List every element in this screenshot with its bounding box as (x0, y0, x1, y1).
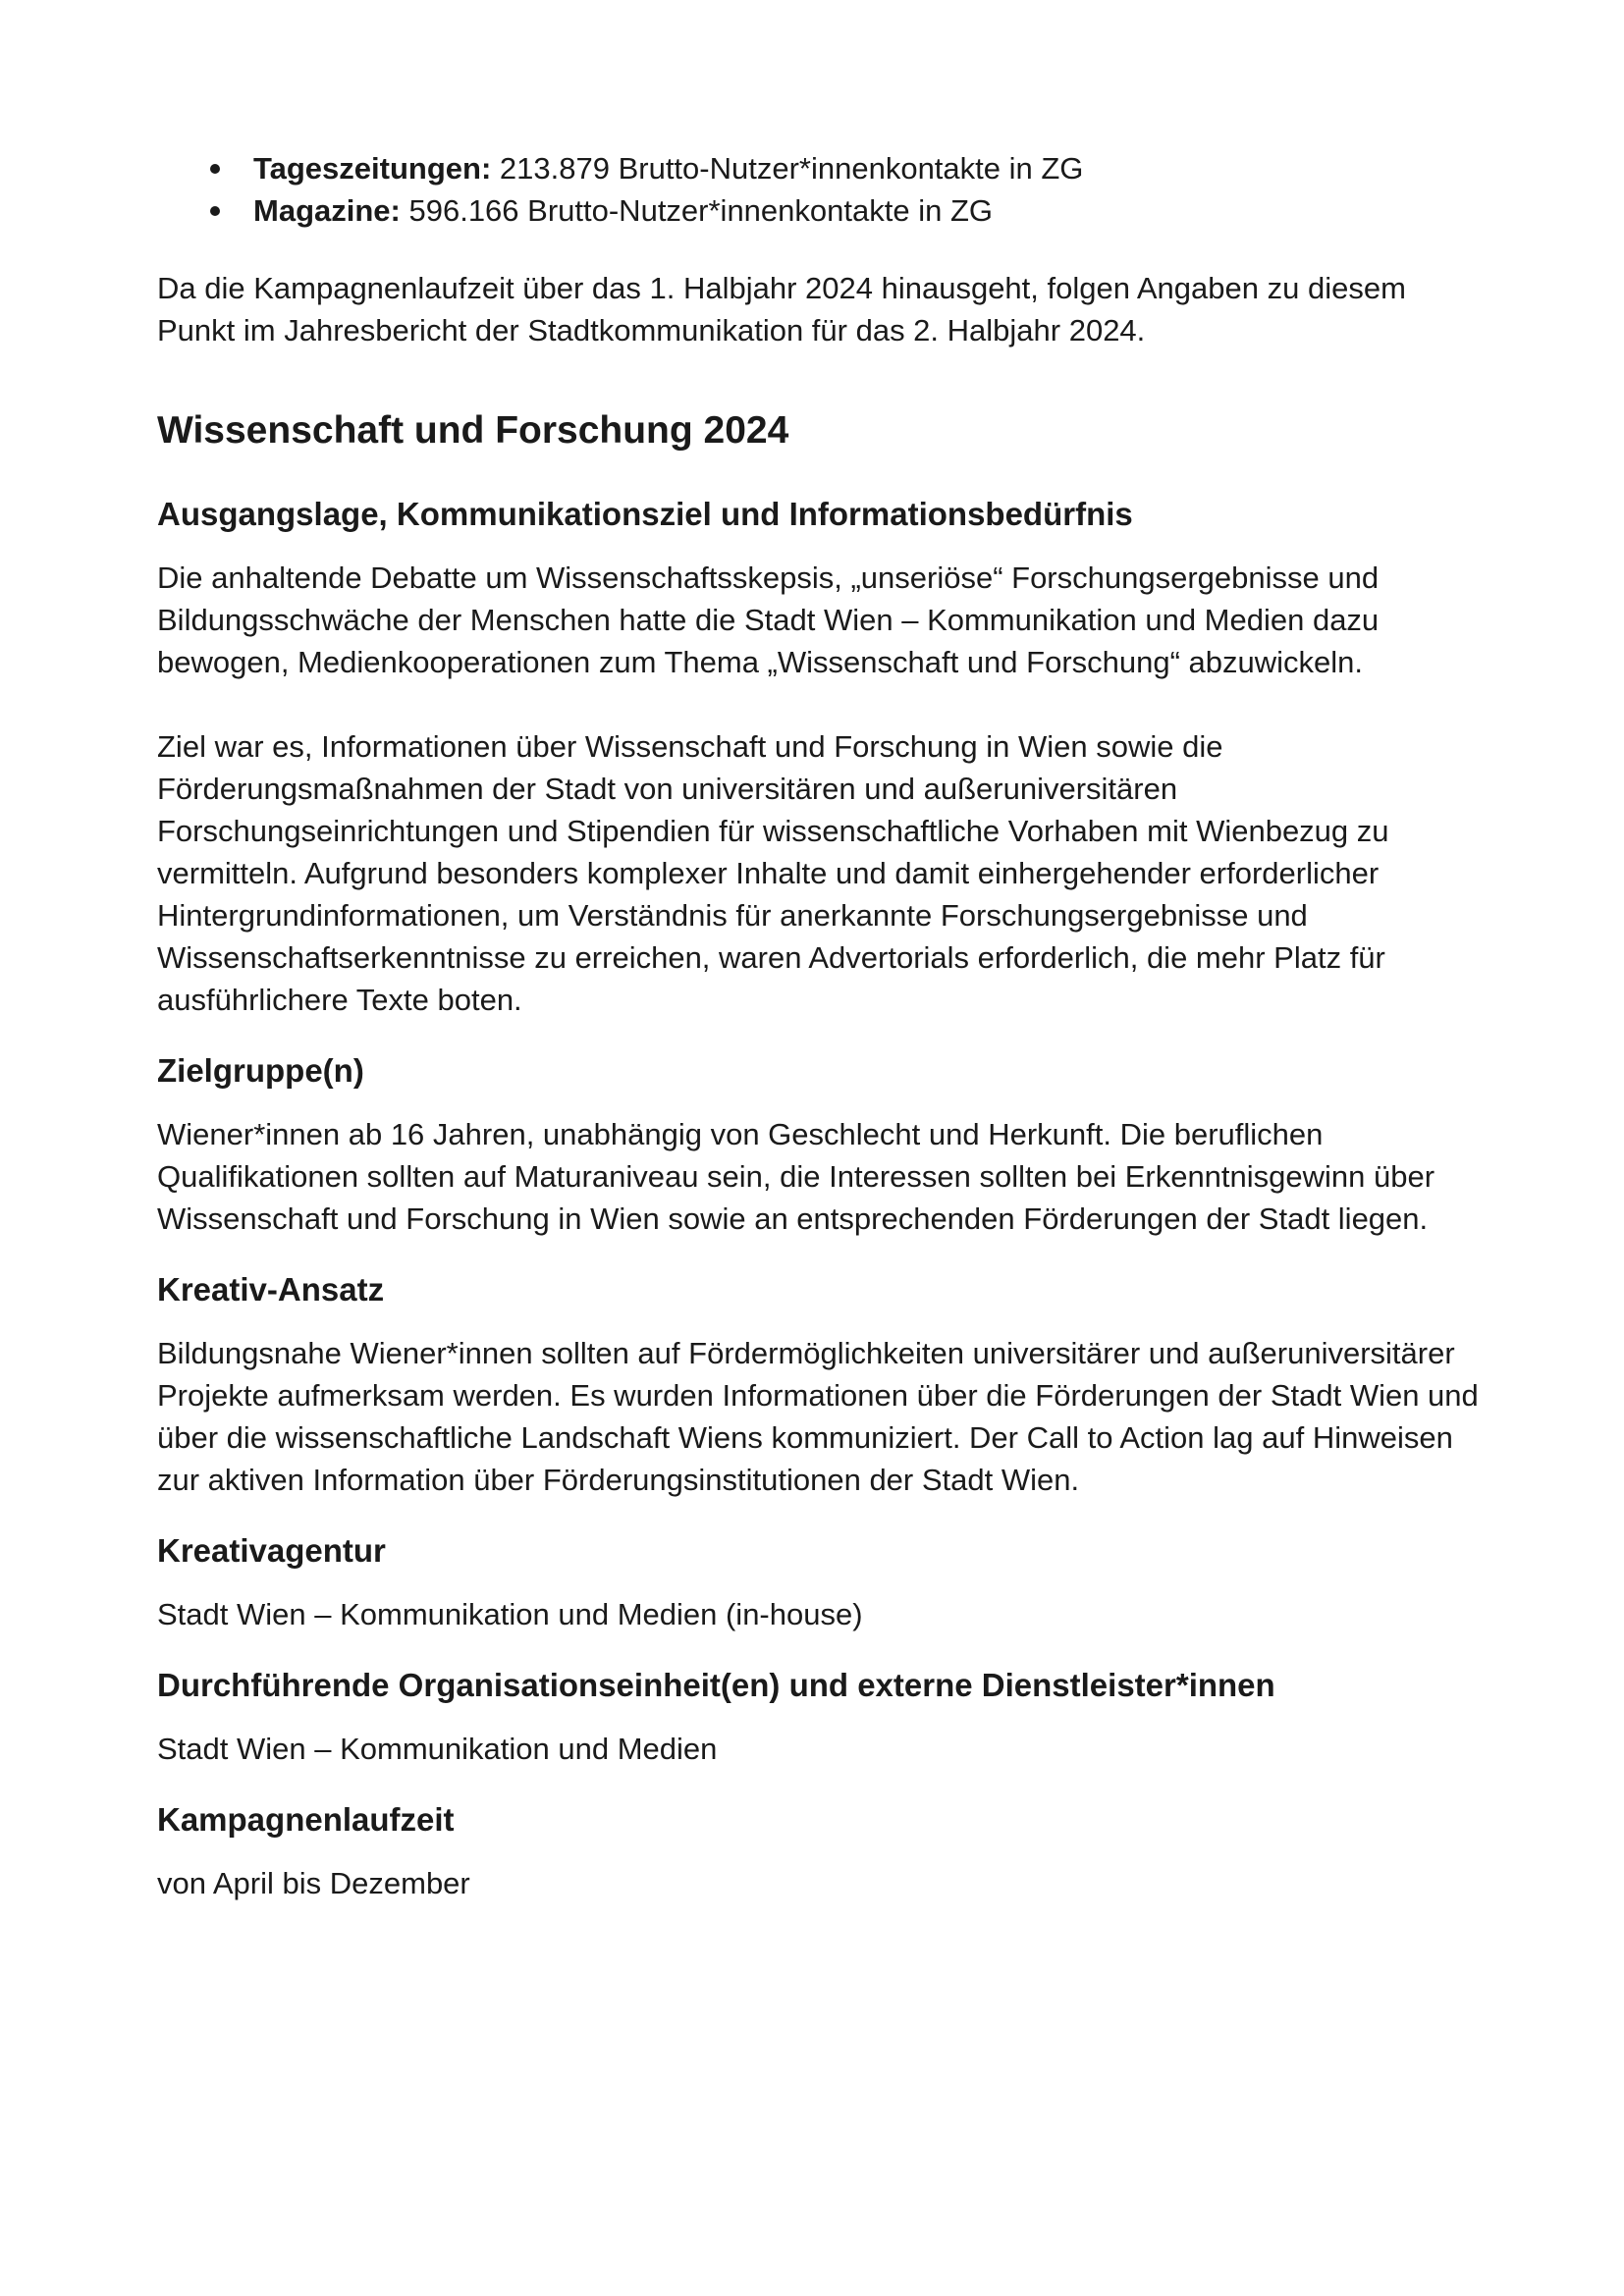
kreativagentur-paragraph: Stadt Wien – Kommunikation und Medien (in-house) (157, 1597, 863, 1631)
kampagnenlaufzeit-paragraph: von April bis Dezember (157, 1866, 470, 1900)
kreativ-ansatz-paragraph: Bildungsnahe Wiener*innen sollten auf Fördermöglichkeiten universitärer und außeruniversitärer Projekte aufmerksam werden. Es wurden Informationen über die Förderungen der Stadt Wien und über die wissenschaftliche Landschaft Wiens kommuniziert. Der Call to Action lag auf Hinweisen zur aktiven Information über Förderungsinstitutionen der Stadt Wien. (157, 1336, 1479, 1497)
document-page (157, 147, 1483, 1904)
bullet-label: Magazine: (253, 193, 401, 228)
section-heading-durchfuehrende: Durchführende Organisationseinheit(en) und externe Dienstleister*innen (157, 1667, 1275, 1703)
bullet-text: 596.166 Brutto-Nutzer*innenkontakte in ZG (408, 193, 993, 228)
intro-note-paragraph: Da die Kampagnenlaufzeit über das 1. Halbjahr 2024 hinausgeht, folgen Angaben zu diesem Punkt im Jahresbericht der Stadtkommunikation für das 2. Halbjahr 2024. (157, 271, 1406, 347)
zielgruppe-paragraph: Wiener*innen ab 16 Jahren, unabhängig von Geschlecht und Herkunft. Die beruflichen Qualifikationen sollten auf Maturaniveau sein, die Interessen sollten bei Erkenntnisgewinn über Wissenschaft und Forschung in Wien sowie an entsprechenden Förderungen der Stadt liegen. (157, 1117, 1435, 1236)
bullet-text: 213.879 Brutto-Nutzer*innenkontakte in ZG (499, 151, 1084, 186)
ausgangslage-paragraph-2: Ziel war es, Informationen über Wissenschaft und Forschung in Wien sowie die Förderungsmaßnahmen der Stadt von universitären und außeruniversitären Forschungseinrichtungen und Stipendien für wissenschaftliche Vorhaben mit Wienbezug zu vermitteln. Aufgrund besonders komplexer Inhalte und damit einhergehender erforderlicher Hintergrundinformationen, um Verständnis für anerkannte Forschungsergebnisse und Wissenschaftserkenntnisse zu erreichen, waren Advertorials erforderlich, die mehr Platz für ausführlichere Texte boten. (157, 729, 1389, 1017)
durchfuehrende-paragraph: Stadt Wien – Kommunikation und Medien (157, 1732, 718, 1766)
section-heading-kreativ-ansatz: Kreativ-Ansatz (157, 1271, 385, 1308)
list-item (157, 147, 1483, 189)
section-heading-zielgruppe: Zielgruppe(n) (157, 1052, 364, 1089)
bullet-icon (210, 206, 220, 216)
section-heading-kampagnenlaufzeit: Kampagnenlaufzeit (157, 1801, 455, 1838)
bullet-icon (210, 164, 220, 174)
section-heading-kreativagentur: Kreativagentur (157, 1532, 386, 1569)
ausgangslage-paragraph-1: Die anhaltende Debatte um Wissenschaftsskepsis, „unseriöse“ Forschungsergebnisse und Bildungsschwäche der Menschen hatte die Stadt Wien – Kommunikation und Medien dazu bewogen, Medienkooperationen zum Thema „Wissenschaft und Forschung“ abzuwickeln. (157, 561, 1380, 679)
page-title: Wissenschaft und Forschung 2024 (157, 409, 789, 452)
bullet-label: Tageszeitungen: (253, 151, 492, 186)
reach-bullet-list (157, 147, 1483, 232)
section-heading-ausgangslage: Ausgangslage, Kommunikationsziel und Informationsbedürfnis (157, 496, 1133, 532)
list-item (157, 189, 1483, 232)
